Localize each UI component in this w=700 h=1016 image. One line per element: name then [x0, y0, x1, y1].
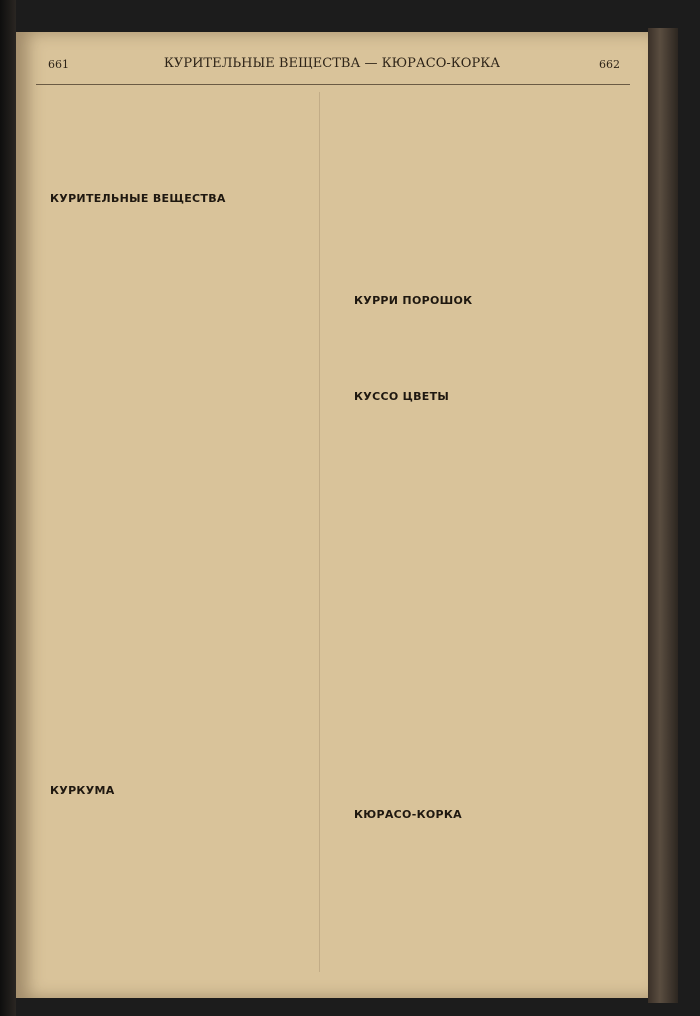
page-edges [648, 28, 678, 1003]
page-number-left: 661 [48, 58, 69, 71]
entry-headword: КЮРАСО-КОРКА [354, 808, 462, 821]
running-header [34, 56, 630, 78]
running-title: КУРИТЕЛЬНЫЕ ВЕЩЕСТВА — КЮРАСО-КОРКА [163, 56, 501, 71]
entry-headword: КУРРИ ПОРОШОК [354, 294, 473, 307]
entry-headword: КУРКУМА [50, 784, 115, 797]
left-column [44, 94, 310, 984]
right-column [336, 94, 602, 984]
book-page [16, 32, 648, 998]
header-rule [36, 84, 630, 85]
entry-headword: КУССО ЦВЕТЫ [354, 390, 450, 403]
entry-headword: КУРИТЕЛЬНЫЕ ВЕЩЕСТВА [50, 192, 226, 205]
page-number-right: 662 [599, 58, 620, 71]
book-binding [0, 0, 16, 1016]
column-gutter [319, 92, 320, 972]
